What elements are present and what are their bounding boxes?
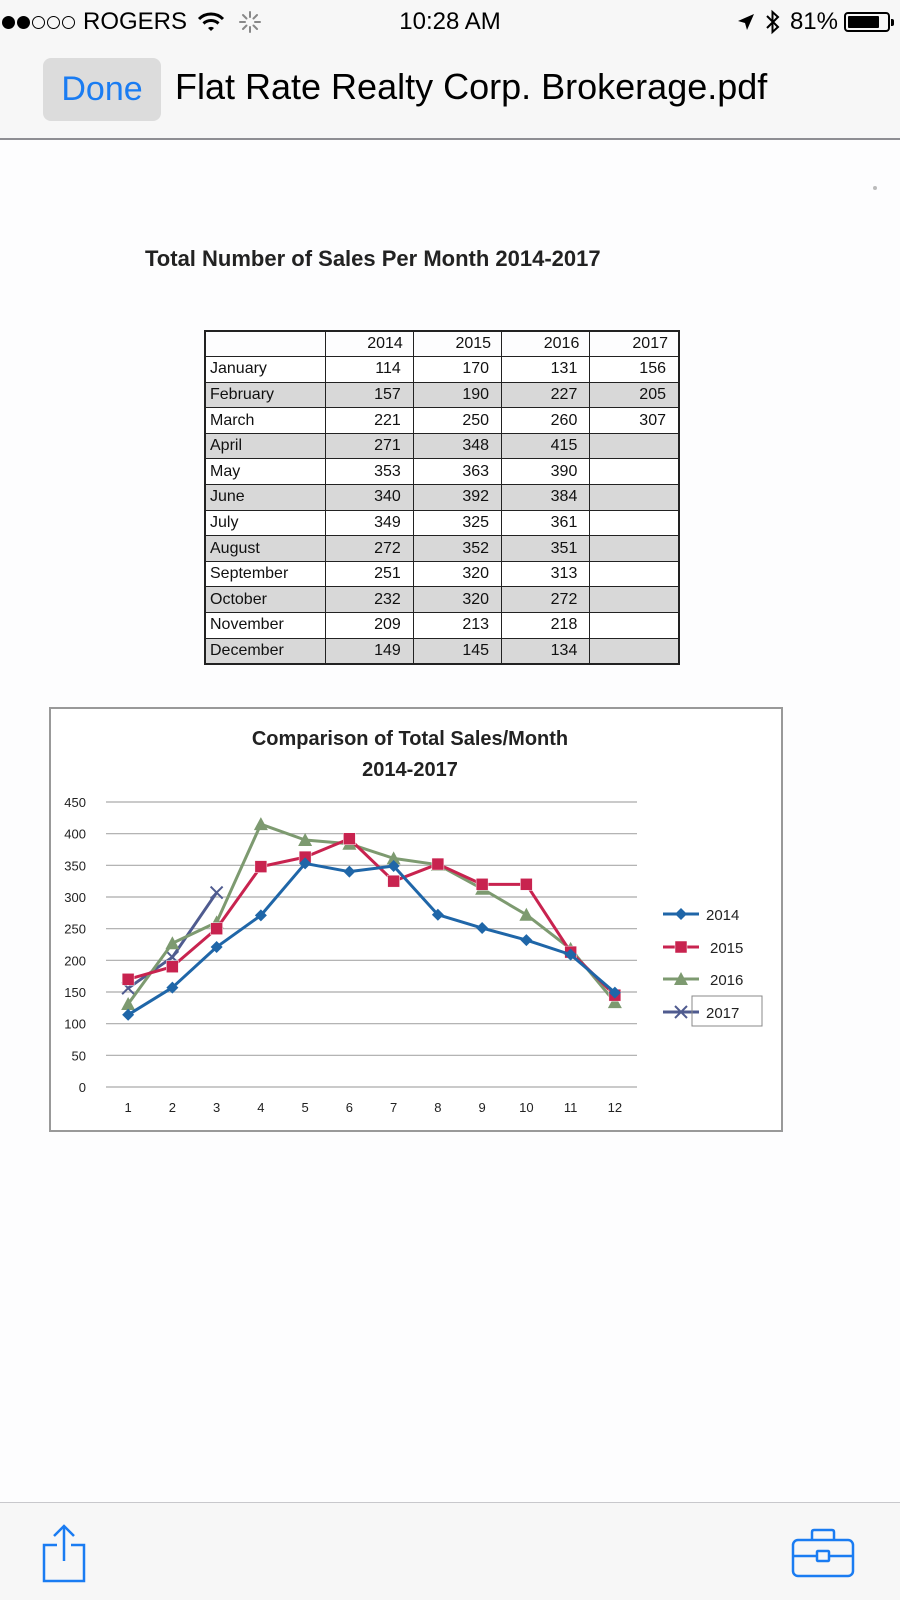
table-row <box>205 561 679 587</box>
done-button[interactable]: Done <box>43 58 161 121</box>
data-point-2015 <box>211 923 223 935</box>
x-tick-label: 8 <box>434 1100 442 1115</box>
location-arrow-icon <box>736 12 756 32</box>
month-cell: January <box>205 357 325 383</box>
scan-speck <box>873 186 877 190</box>
value-cell: 392 <box>413 485 501 511</box>
month-cell: June <box>205 485 325 511</box>
table-row <box>205 613 679 639</box>
value-cell: 352 <box>413 536 501 562</box>
table-row <box>205 510 679 536</box>
value-cell: 260 <box>502 408 590 434</box>
sales-chart <box>49 707 783 1132</box>
data-point-2014 <box>675 908 687 920</box>
battery-fill <box>848 16 879 28</box>
value-cell <box>590 638 679 664</box>
table-row <box>205 485 679 511</box>
data-point-2015 <box>432 858 444 870</box>
table-row <box>205 357 679 383</box>
value-cell: 156 <box>590 357 679 383</box>
chart-canvas <box>51 709 785 1134</box>
value-cell <box>590 459 679 485</box>
data-point-2015 <box>476 878 488 890</box>
y-tick-label: 0 <box>78 1080 86 1095</box>
x-tick-label: 2 <box>168 1100 176 1115</box>
value-cell: 353 <box>325 459 413 485</box>
table-row <box>205 638 679 664</box>
value-cell: 415 <box>502 433 590 459</box>
data-point-2014 <box>520 934 532 946</box>
table-row <box>205 587 679 613</box>
legend-label-2016: 2016 <box>710 972 744 989</box>
column-header: 2015 <box>413 331 501 357</box>
value-cell: 227 <box>502 382 590 408</box>
value-cell: 134 <box>502 638 590 664</box>
value-cell: 232 <box>325 587 413 613</box>
y-tick-label: 200 <box>64 953 86 969</box>
share-icon[interactable] <box>40 1523 88 1585</box>
x-tick-label: 6 <box>345 1100 353 1115</box>
value-cell: 271 <box>325 433 413 459</box>
value-cell: 351 <box>502 536 590 562</box>
x-tick-label: 5 <box>301 1100 309 1115</box>
data-point-2016 <box>254 817 268 830</box>
table-row <box>205 433 679 459</box>
data-point-2014 <box>476 922 488 934</box>
y-tick-label: 100 <box>64 1016 86 1032</box>
document-title: Flat Rate Realty Corp. Brokerage.pdf <box>175 66 768 107</box>
month-cell: October <box>205 587 325 613</box>
column-header: 2016 <box>502 331 590 357</box>
value-cell: 251 <box>325 561 413 587</box>
battery-icon <box>844 12 890 32</box>
month-cell: December <box>205 638 325 664</box>
value-cell <box>590 587 679 613</box>
value-cell: 114 <box>325 357 413 383</box>
sales-table <box>204 330 680 665</box>
value-cell: 145 <box>413 638 501 664</box>
y-tick-label: 400 <box>64 826 86 842</box>
column-header <box>205 331 325 357</box>
value-cell: 390 <box>502 459 590 485</box>
legend-label-2014: 2014 <box>706 907 740 924</box>
document-heading: Total Number of Sales Per Month 2014-2017 <box>145 246 601 271</box>
value-cell: 250 <box>413 408 501 434</box>
bottom-toolbar <box>0 1502 900 1600</box>
y-tick-label: 350 <box>64 858 86 874</box>
status-time: 10:28 AM <box>399 8 501 35</box>
bluetooth-icon <box>764 9 782 35</box>
data-point-2016 <box>519 908 533 921</box>
column-header: 2017 <box>590 331 679 357</box>
value-cell: 221 <box>325 408 413 434</box>
value-cell: 325 <box>413 510 501 536</box>
month-cell: March <box>205 408 325 434</box>
value-cell <box>590 536 679 562</box>
month-cell: November <box>205 613 325 639</box>
x-tick-label: 12 <box>607 1100 623 1115</box>
data-point-2015 <box>166 961 178 973</box>
value-cell <box>590 613 679 639</box>
value-cell: 363 <box>413 459 501 485</box>
value-cell: 348 <box>413 433 501 459</box>
y-tick-label: 250 <box>64 921 86 937</box>
legend-label-2015: 2015 <box>710 940 744 957</box>
table-row <box>205 408 679 434</box>
month-cell: July <box>205 510 325 536</box>
data-point-2015 <box>122 973 134 985</box>
x-tick-label: 4 <box>257 1100 265 1115</box>
value-cell: 190 <box>413 382 501 408</box>
x-tick-label: 3 <box>213 1100 221 1115</box>
data-point-2014 <box>343 866 355 878</box>
value-cell: 320 <box>413 587 501 613</box>
data-point-2015 <box>343 833 355 845</box>
carrier-name: ROGERS <box>83 8 188 35</box>
value-cell: 313 <box>502 561 590 587</box>
chart-title: Comparison of Total Sales/Month <box>251 728 569 750</box>
value-cell: 205 <box>590 382 679 408</box>
month-cell: May <box>205 459 325 485</box>
value-cell: 361 <box>502 510 590 536</box>
value-cell: 131 <box>502 357 590 383</box>
table-row <box>205 459 679 485</box>
column-header: 2014 <box>325 331 413 357</box>
value-cell: 213 <box>413 613 501 639</box>
value-cell: 349 <box>325 510 413 536</box>
x-tick-label: 7 <box>390 1100 398 1115</box>
y-tick-label: 50 <box>71 1048 86 1064</box>
month-cell: February <box>205 382 325 408</box>
table-header-row <box>205 331 679 357</box>
data-point-2016 <box>165 936 179 949</box>
table-row <box>205 382 679 408</box>
value-cell: 272 <box>325 536 413 562</box>
value-cell: 149 <box>325 638 413 664</box>
data-point-2015 <box>520 878 532 890</box>
chart-subtitle: 2014-2017 <box>362 759 458 781</box>
value-cell: 384 <box>502 485 590 511</box>
value-cell <box>590 510 679 536</box>
legend-label-2017: 2017 <box>706 1005 740 1022</box>
toolbox-icon[interactable] <box>790 1527 856 1579</box>
value-cell: 320 <box>413 561 501 587</box>
y-tick-label: 450 <box>64 795 86 810</box>
nav-bar <box>0 44 900 140</box>
value-cell <box>590 485 679 511</box>
data-point-2015 <box>675 941 687 953</box>
value-cell: 340 <box>325 485 413 511</box>
x-tick-label: 9 <box>478 1100 486 1115</box>
x-tick-label: 1 <box>124 1100 132 1115</box>
battery-percent: 81% <box>789 8 838 35</box>
value-cell: 170 <box>413 357 501 383</box>
y-tick-label: 300 <box>64 890 86 905</box>
value-cell <box>590 561 679 587</box>
value-cell: 157 <box>325 382 413 408</box>
data-point-2015 <box>255 861 267 873</box>
x-tick-label: 10 <box>519 1100 534 1115</box>
value-cell <box>590 433 679 459</box>
month-cell: April <box>205 433 325 459</box>
x-tick-label: 11 <box>563 1100 578 1115</box>
value-cell: 209 <box>325 613 413 639</box>
value-cell: 307 <box>590 408 679 434</box>
status-bar <box>0 0 900 44</box>
month-cell: August <box>205 536 325 562</box>
value-cell: 218 <box>502 613 590 639</box>
data-point-2015 <box>388 875 400 887</box>
y-tick-label: 150 <box>64 985 86 1000</box>
table-row <box>205 536 679 562</box>
value-cell: 272 <box>502 587 590 613</box>
month-cell: September <box>205 561 325 587</box>
